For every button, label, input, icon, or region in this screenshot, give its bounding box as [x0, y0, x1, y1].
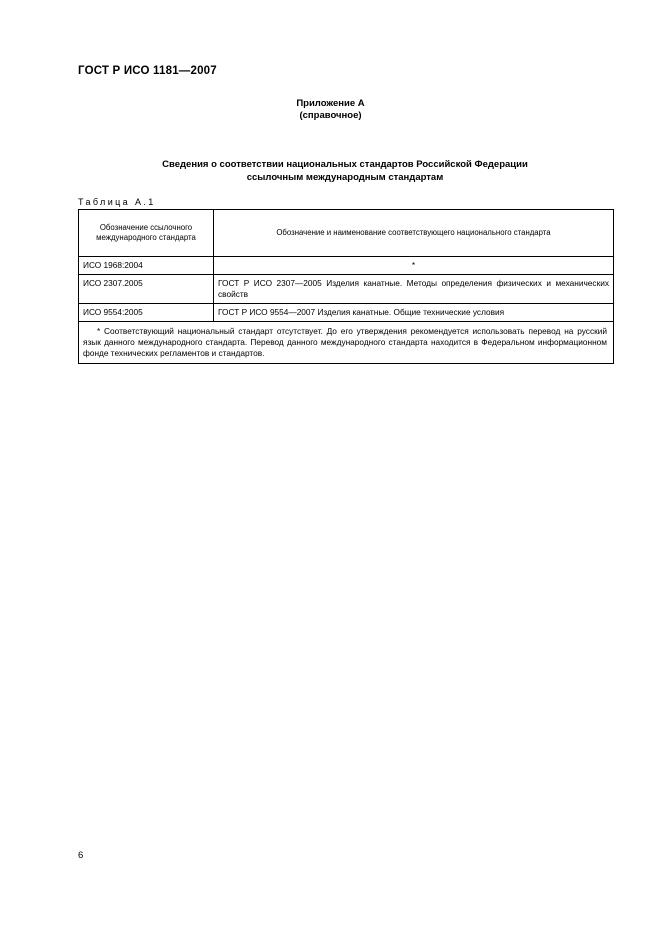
section-heading-line2: ссылочным международным стандартам: [246, 172, 444, 183]
cell-intl-standard: ИСО 1968:2004: [79, 257, 214, 275]
document-code: ГОСТ Р ИСО 1181—2007: [78, 65, 217, 77]
cell-intl-standard: ИСО 2307.2005: [79, 275, 214, 304]
cell-national-standard: *: [214, 257, 614, 275]
table-header-row: [79, 210, 614, 257]
table-footnote-row: [79, 322, 614, 364]
table-caption: Таблица А.1: [78, 197, 156, 207]
table-row: [79, 257, 614, 275]
cell-national-standard: ГОСТ Р ИСО 9554—2007 Изделия канатные. Общие технические условия: [214, 304, 614, 322]
header-cell-national: Обозначение и наименование соответствующего национального стандарта: [214, 210, 614, 257]
table-footnote: * Соответствующий национальный стандарт отсутствует. До его утверждения рекомендуется использовать перевод на русский язык данного международного стандарта. Перевод данного международного стандарта находится в Федеральном информационном фонде технических регламентов и стандартов.: [79, 322, 614, 364]
table-row: [79, 275, 614, 304]
header-cell-intl: Обозначение ссылочного международного стандарта: [79, 210, 214, 257]
section-heading: [0, 158, 661, 184]
annex-block: [0, 98, 661, 122]
cell-intl-standard: ИСО 9554:2005: [79, 304, 214, 322]
annex-title: Приложение А: [296, 98, 365, 109]
cell-national-standard: ГОСТ Р ИСО 2307—2005 Изделия канатные. Методы определения физических и механических свойств: [214, 275, 614, 304]
annex-type: (справочное): [299, 110, 362, 121]
page-number: 6: [78, 850, 84, 861]
table-row: [79, 304, 614, 322]
section-heading-line1: Сведения о соответствии национальных стандартов Российской Федерации: [162, 159, 528, 170]
correspondence-table: [78, 209, 614, 364]
